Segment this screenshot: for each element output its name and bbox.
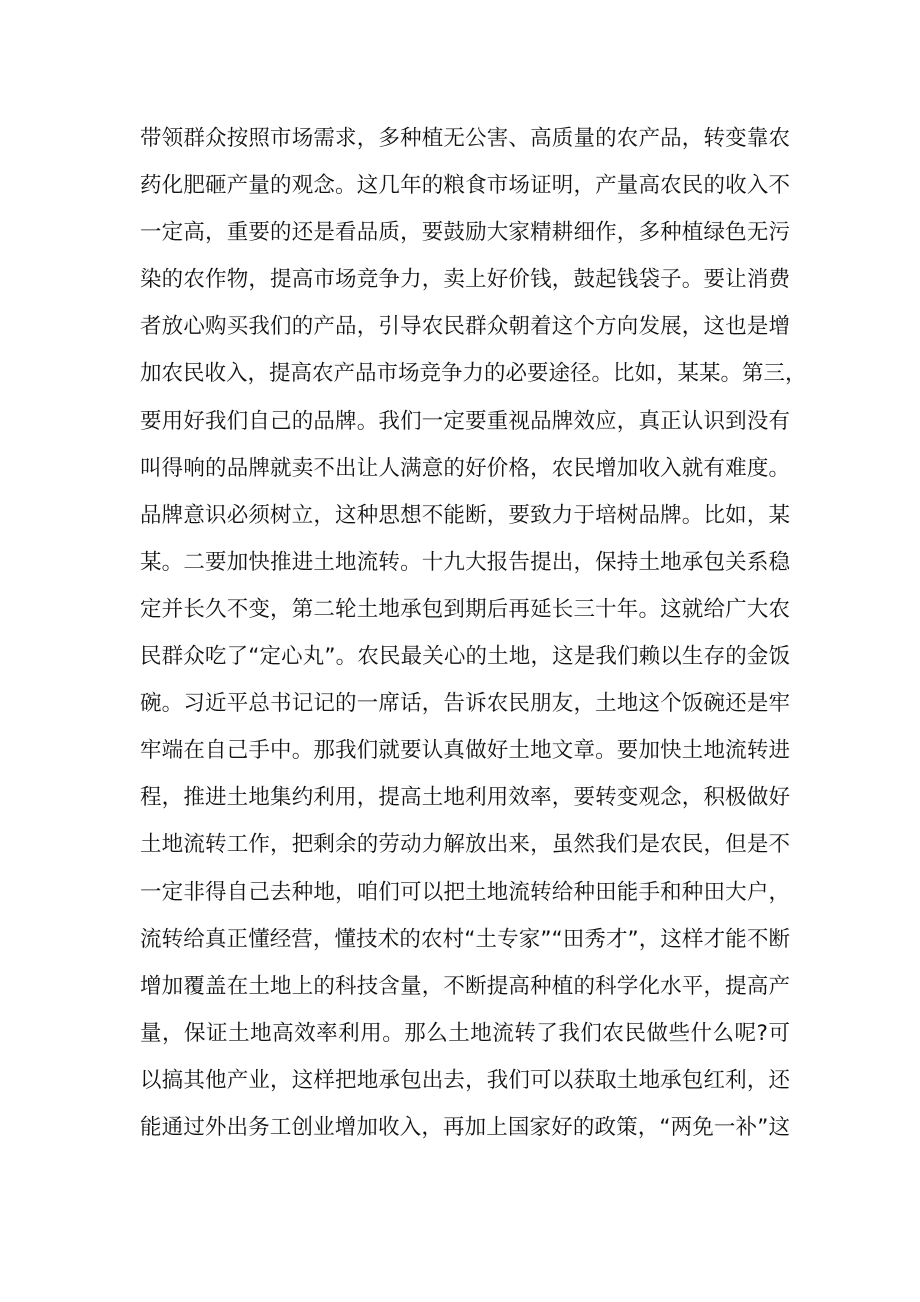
text-line: 民群众吃了“定心丸”。农民最关心的土地，这是我们赖以生存的金饭 xyxy=(140,644,790,670)
text-line: 能通过外出务工创业增加收入，再加上国家好的政策，“两免一补”这 xyxy=(140,1114,790,1140)
text-line: 加农民收入，提高农产品市场竞争力的必要途径。比如，某某。第三， xyxy=(140,361,807,387)
text-line: 某。二要加快推进土地流转。十九大报告提出，保持土地承包关系稳 xyxy=(140,549,790,575)
text-line: 叫得响的品牌就卖不出让人满意的好价格，农民增加收入就有难度。 xyxy=(140,455,790,481)
text-line: 一定非得自己去种地，咱们可以把土地流转给种田能手和种田大户， xyxy=(140,879,790,905)
text-line: 染的农作物，提高市场竞争力，卖上好价钱，鼓起钱袋子。要让消费 xyxy=(140,267,790,293)
text-line: 量，保证土地高效率利用。那么土地流转了我们农民做些什么呢?可 xyxy=(140,1020,790,1046)
text-line: 带领群众按照市场需求，多种植无公害、高质量的农产品，转变靠农 xyxy=(140,126,790,151)
text-line: 品牌意识必须树立，这种思想不能断，要致力于培树品牌。比如，某 xyxy=(140,502,790,528)
text-line: 牢端在自己手中。那我们就要认真做好土地文章。要加快土地流转进 xyxy=(140,738,790,764)
text-line: 以搞其他产业，这样把地承包出去，我们可以获取土地承包红利，还 xyxy=(140,1067,790,1093)
text-line: 土地流转工作，把剩余的劳动力解放出来，虽然我们是农民，但是不 xyxy=(140,832,790,858)
text-line: 药化肥砸产量的观念。这几年的粮食市场证明，产量高农民的收入不 xyxy=(140,173,790,199)
text-line: 流转给真正懂经营，懂技术的农村“土专家”“田秀才”，这样才能不断 xyxy=(140,926,790,952)
text-line: 一定高，重要的还是看品质，要鼓励大家精耕细作，多种植绿色无污 xyxy=(140,220,790,246)
text-line: 要用好我们自己的品牌。我们一定要重视品牌效应，真正认识到没有 xyxy=(140,408,790,434)
text-line: 碗。习近平总书记记的一席话，告诉农民朋友，土地这个饭碗还是牢 xyxy=(140,691,790,717)
body-text xyxy=(140,115,807,1151)
text-line: 定并长久不变，第二轮土地承包到期后再延长三十年。这就给广大农 xyxy=(140,596,790,622)
text-line: 者放心购买我们的产品，引导农民群众朝着这个方向发展，这也是增 xyxy=(140,314,790,340)
text-line: 增加覆盖在土地上的科技含量，不断提高种植的科学化水平，提高产 xyxy=(140,973,790,999)
text-line: 程，推进土地集约利用，提高土地利用效率，要转变观念，积极做好 xyxy=(140,785,790,811)
